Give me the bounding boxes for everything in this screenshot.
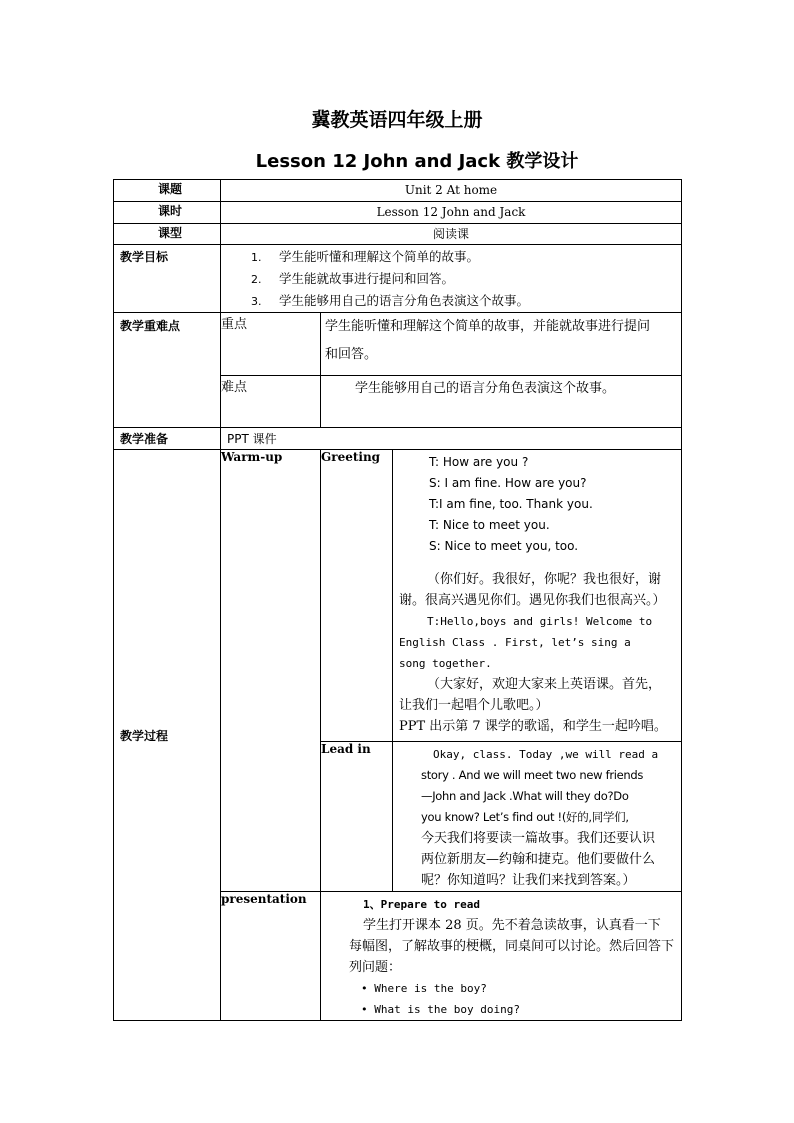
key-text-line2: 和回答。 — [325, 347, 378, 362]
goal-item: 3. 学生能够用自己的语言分角色表演这个故事。 — [251, 293, 530, 308]
step-leadin: Lead in — [321, 742, 393, 892]
teacher-line: English Class . First, let’s sing a — [399, 636, 631, 649]
leadin-line: story . And we will meet two new friends — [421, 768, 644, 782]
label-process: 教学过程 — [114, 450, 221, 1021]
difficulty-text: 学生能够用自己的语言分角色表演这个故事。 — [321, 376, 682, 428]
teacher-line: song together. — [399, 657, 492, 670]
label-keypoints: 教学重难点 — [114, 313, 221, 428]
question-item: • Where is the boy? — [361, 982, 487, 995]
dialogue-line: T: How are you ? — [429, 455, 529, 469]
cn-translation-line: （你们好。我很好，你呢？我也很好，谢 — [427, 572, 662, 587]
row-goals — [114, 245, 682, 313]
dialogue-line: S: I am fine. How are you? — [429, 476, 587, 490]
dialogue-line: T: Nice to meet you. — [429, 518, 550, 532]
leadin-line: 今天我们将要读一篇故事。我们还要认识 — [421, 831, 656, 846]
row-type — [114, 224, 682, 245]
teacher-line: T:Hello,boys and girls! Welcome to — [427, 615, 653, 628]
label-period: 课时 — [114, 202, 221, 224]
value-type: 阅读课 — [221, 224, 682, 245]
dialogue-line: S: Nice to meet you, too. — [429, 539, 579, 553]
label-difficulty: 难点 — [221, 376, 321, 428]
goal-item: 1. 学生能听懂和理解这个简单的故事。 — [251, 249, 480, 264]
row-keypoints — [114, 313, 682, 376]
cn-translation-line: 让我们一起唱个儿歌吧。） — [399, 698, 549, 713]
dialogue-line: T:I am fine, too. Thank you. — [429, 497, 593, 511]
key-text-line1: 学生能听懂和理解这个简单的故事，并能就故事进行提问 — [325, 319, 651, 334]
leadin-line: you know? Let’s find out !(好的,同学们, — [421, 810, 629, 824]
row-process-warmup — [114, 450, 682, 742]
leadin-line: —John and Jack .What will they do?Do — [421, 789, 629, 803]
label-topic: 课题 — [114, 180, 221, 202]
presentation-line: 列问题： — [349, 960, 402, 975]
cn-translation-line: （大家好，欢迎大家来上英语课。首先， — [427, 677, 662, 692]
value-period: Lesson 12 John and Jack — [221, 202, 682, 224]
lesson-plan-table — [113, 179, 682, 1021]
label-prep: 教学准备 — [114, 428, 221, 450]
value-prep: PPT 课件 — [221, 428, 682, 450]
leadin-line: Okay, class. Today ,we will read a — [433, 748, 659, 761]
leadin-line: 呢？你知道吗？让我们来找到答案。） — [421, 873, 636, 888]
document-subtitle: Lesson 12 John and Jack 教学设计 — [255, 151, 579, 172]
ppt-instruction: PPT 出示第 7 课学的歌谣，和学生一起吟唱。 — [399, 719, 667, 734]
label-type: 课型 — [114, 224, 221, 245]
presentation-content — [321, 892, 682, 1021]
leadin-content — [393, 742, 682, 892]
question-item: • What is the boy doing? — [361, 1003, 520, 1016]
label-key: 重点 — [221, 313, 321, 376]
stage-presentation: presentation — [221, 892, 321, 1021]
leadin-line: 两位新朋友—约翰和捷克。他们要做什么 — [421, 852, 656, 867]
row-topic — [114, 180, 682, 202]
row-prep — [114, 428, 682, 450]
step-greeting: Greeting — [321, 450, 393, 742]
greeting-content — [393, 450, 682, 742]
goals-list — [221, 246, 681, 312]
label-goals: 教学目标 — [114, 245, 221, 313]
value-topic: Unit 2 At home — [221, 180, 682, 202]
presentation-line: 每幅图，了解故事的梗概，同桌间可以讨论。然后回答下 — [349, 939, 675, 954]
goal-item: 2. 学生能就故事进行提问和回答。 — [251, 271, 455, 286]
presentation-heading: 1、Prepare to read — [363, 898, 480, 911]
row-period — [114, 202, 682, 224]
stage-warmup: Warm-up — [221, 450, 321, 892]
cn-translation-line: 谢。很高兴遇见你们。遇见你我们也很高兴。） — [399, 593, 666, 608]
document-title: 冀教英语四年级上册 — [311, 109, 483, 131]
presentation-line: 学生打开课本 28 页。先不着急读故事，认真看一下 — [363, 918, 661, 933]
